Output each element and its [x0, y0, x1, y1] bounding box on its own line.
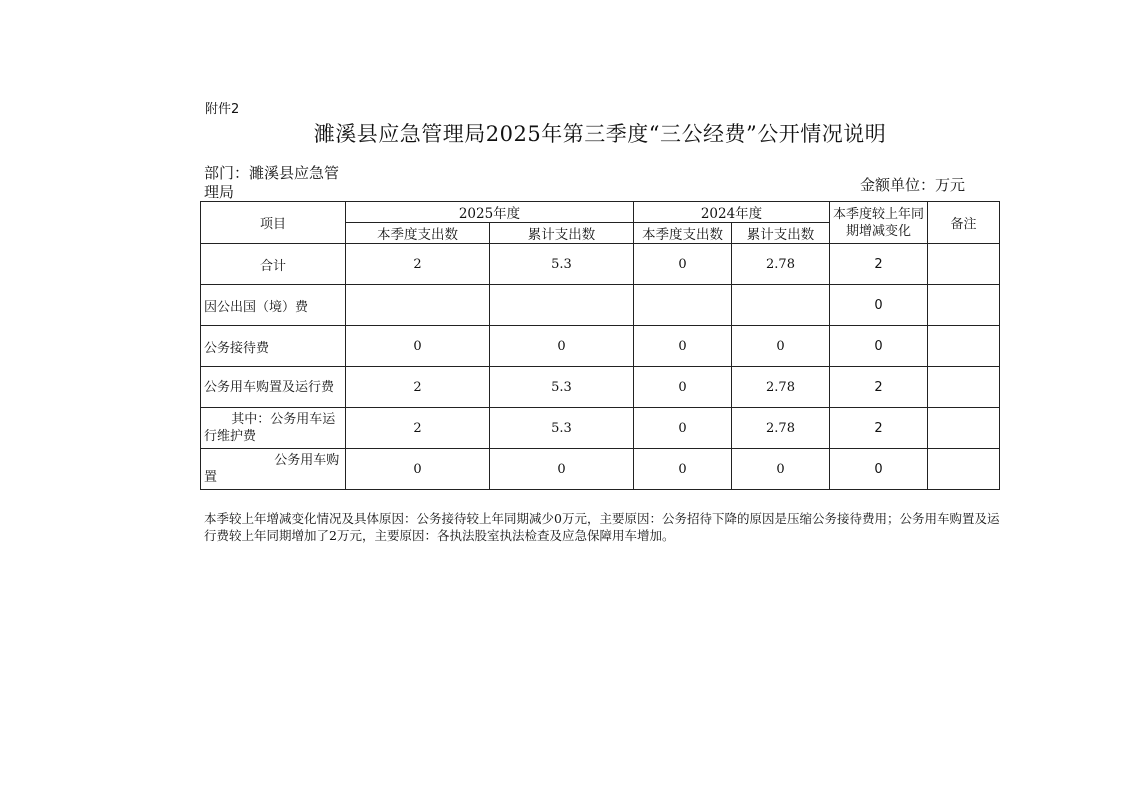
row-c2025 [490, 285, 634, 326]
page-title: 濉溪县应急管理局2025年第三季度“三公经费”公开情况说明 [313, 122, 887, 146]
row-change: 0 [830, 449, 928, 490]
row-c2024: 2.78 [732, 408, 830, 449]
header-2024-quarter: 本季度支出数 [634, 223, 732, 244]
row-q2024: 0 [634, 408, 732, 449]
row-q2024 [634, 285, 732, 326]
row-change: 2 [830, 244, 928, 285]
row-q2024: 0 [634, 326, 732, 367]
row-remarks [928, 367, 1000, 408]
row-item: 因公出国（境）费 [201, 285, 346, 326]
row-q2025: 0 [346, 326, 490, 367]
row-c2025: 0 [490, 326, 634, 367]
explanation-note: 本季较上年增减变化情况及具体原因：公务接待较上年同期减少0万元，主要原因：公务招待下降的原因是压缩公务接待费用；公务用车购置及运行费较上年同期增加了2万元，主要原因：各执法股室执法检查及应急保障用车增加。 [204, 511, 1000, 543]
row-c2025: 5.3 [490, 408, 634, 449]
header-remarks: 备注 [928, 202, 1000, 244]
row-q2024: 0 [634, 244, 732, 285]
row-change: 0 [830, 285, 928, 326]
table-row [201, 326, 1000, 367]
header-2025-quarter: 本季度支出数 [346, 223, 490, 244]
row-change: 2 [830, 367, 928, 408]
department-label: 部门：濉溪县应急管理局 [204, 164, 340, 201]
header-2025-cumulative: 累计支出数 [490, 223, 634, 244]
row-remarks [928, 244, 1000, 285]
header-2024-cumulative: 累计支出数 [732, 223, 830, 244]
row-item: 其中：公务用车运行维护费 [201, 408, 346, 449]
amount-unit-label: 金额单位：万元 [860, 176, 966, 194]
table-row [201, 244, 1000, 285]
row-change: 2 [830, 408, 928, 449]
header-item: 项目 [201, 202, 346, 244]
row-c2024: 2.78 [732, 367, 830, 408]
row-c2025: 5.3 [490, 244, 634, 285]
row-q2024: 0 [634, 367, 732, 408]
row-remarks [928, 408, 1000, 449]
table-row [201, 367, 1000, 408]
row-item: 公务接待费 [201, 326, 346, 367]
row-q2025: 2 [346, 244, 490, 285]
row-q2025: 2 [346, 367, 490, 408]
row-c2024: 0 [732, 449, 830, 490]
table-row [201, 449, 1000, 490]
header-change: 本季度较上年同期增减变化 [830, 202, 928, 244]
table-row [201, 408, 1000, 449]
row-q2025: 0 [346, 449, 490, 490]
row-remarks [928, 449, 1000, 490]
row-change: 0 [830, 326, 928, 367]
row-q2025: 2 [346, 408, 490, 449]
attachment-label: 附件2 [205, 102, 240, 117]
row-q2025 [346, 285, 490, 326]
header-2025: 2025年度 [346, 202, 634, 223]
header-2024: 2024年度 [634, 202, 830, 223]
row-item: 公务用车购置及运行费 [201, 367, 346, 408]
header-row-1 [201, 202, 1000, 223]
row-c2024 [732, 285, 830, 326]
row-c2025: 5.3 [490, 367, 634, 408]
row-c2024: 0 [732, 326, 830, 367]
row-remarks [928, 326, 1000, 367]
row-q2024: 0 [634, 449, 732, 490]
row-c2025: 0 [490, 449, 634, 490]
row-remarks [928, 285, 1000, 326]
row-item: 公务用车购置 [201, 449, 346, 490]
table-row [201, 285, 1000, 326]
expense-table [200, 201, 1000, 490]
row-c2024: 2.78 [732, 244, 830, 285]
row-item: 合计 [201, 244, 346, 285]
